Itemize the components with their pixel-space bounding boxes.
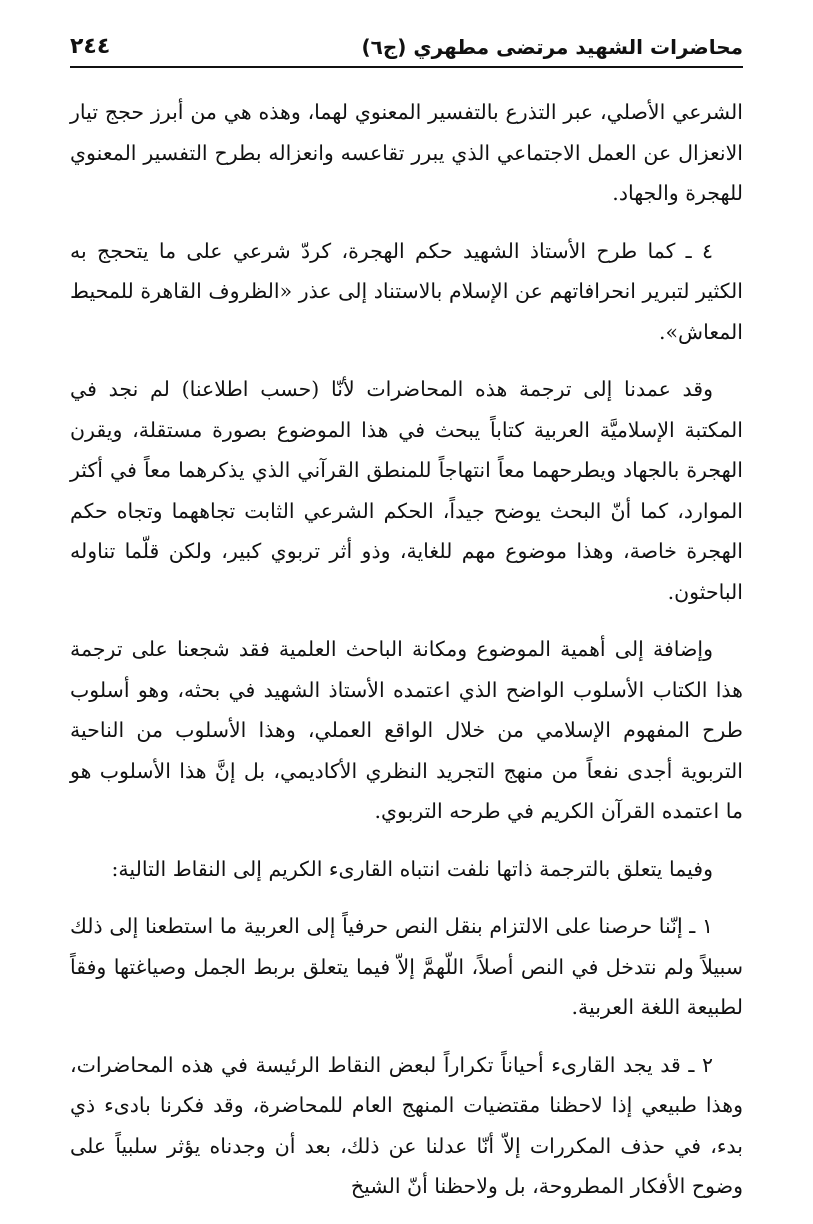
paragraph-translation-reason: وقد عمدنا إلى ترجمة هذه المحاضرات لأنّا (حسب اطلاعنا) لم نجد في المكتبة الإسلاميَّة العربية كتاباً يبحث في هذا الموضوع بصورة مستقلة، ويقرن الهجرة بالجهاد ويطرحهما معاً انتهاجاً للمنطق القرآني الذي يذكرهما معاً في أكثر الموارد، كما أنّ البحث يوضح جيداً، الحكم الشرعي الثابت تجاههما وتجاه حكم الهجرة خاصة، وهذا موضوع مهم للغاية، وذو أثر تربوي كبير، ولكن قلّما تناوله الباحثون. [70,377,743,604]
paragraph-translation-notes-intro: وفيما يتعلق بالترجمة ذاتها نلفت انتباه القارىء الكريم إلى النقاط التالية: [111,856,713,881]
paragraph-note-1: ١ ـ إنّنا حرصنا على الالتزام بنقل النص حرفياً إلى العربية ما استطعنا إلى ذلك سبيلاً ولم نتدخل في النص أصلاً، اللّهمَّ إلاّ فيما يتعلق بربط الجمل وصياغتها وفقاً لطبيعة اللغة العربية. [70,914,743,1019]
running-title: محاضرات الشهيد مرتضى مطهري (ج٦) [361,35,743,59]
paragraph-note-2: ٢ ـ قد يجد القارىء أحياناً تكراراً لبعض النقاط الرئيسة في هذه المحاضرات، وهذا طبيعي إذا لاحظنا مقتضيات المنهج العام للمحاضرة، وقد فكرنا بادىء ذي بدء، في حذف المكررات إلاّ أنّا عدلنا عن ذلك، بعد أن وجدناه يؤثر سلبياً على وضوح الأفكار المطروحة، بل ولاحظنا أنّ الشيخ [70,1052,743,1198]
page-number: ٢٤٤ [70,34,111,59]
page-header [70,28,743,68]
paragraph-continuation: الشرعي الأصلي، عبر التذرع بالتفسير المعنوي لهما، وهذه هي من أبرز حجج تيار الانعزال عن العمل الاجتماعي الذي يبرر تقاعسه وانعزاله بطرح التفسير المعنوي للهجرة والجهاد. [70,100,743,205]
paragraph-point-4: ٤ ـ كما طرح الأستاذ الشهيد حكم الهجرة، كردّ شرعي على ما يتحجج به الكثير لتبرير انحرافاتهم عن الإسلام بالاستناد إلى عذر «الظروف القاهرة للمحيط المعاش». [70,238,743,344]
body-text [70,92,743,1224]
paragraph-style-importance: وإضافة إلى أهمية الموضوع ومكانة الباحث العلمية فقد شجعنا على ترجمة هذا الكتاب الأسلوب الواضح الذي اعتمده الأستاذ الشهيد في بحثه، وهو أسلوب طرح المفهوم الإسلامي من خلال الواقع العملي، وهذا الأسلوب من الناحية التربوية أجدى نفعاً من منهج التجريد النظري الأكاديمي، بل إنَّ هذا الأسلوب هو ما اعتمده القرآن الكريم في طرحه التربوي. [70,637,743,823]
